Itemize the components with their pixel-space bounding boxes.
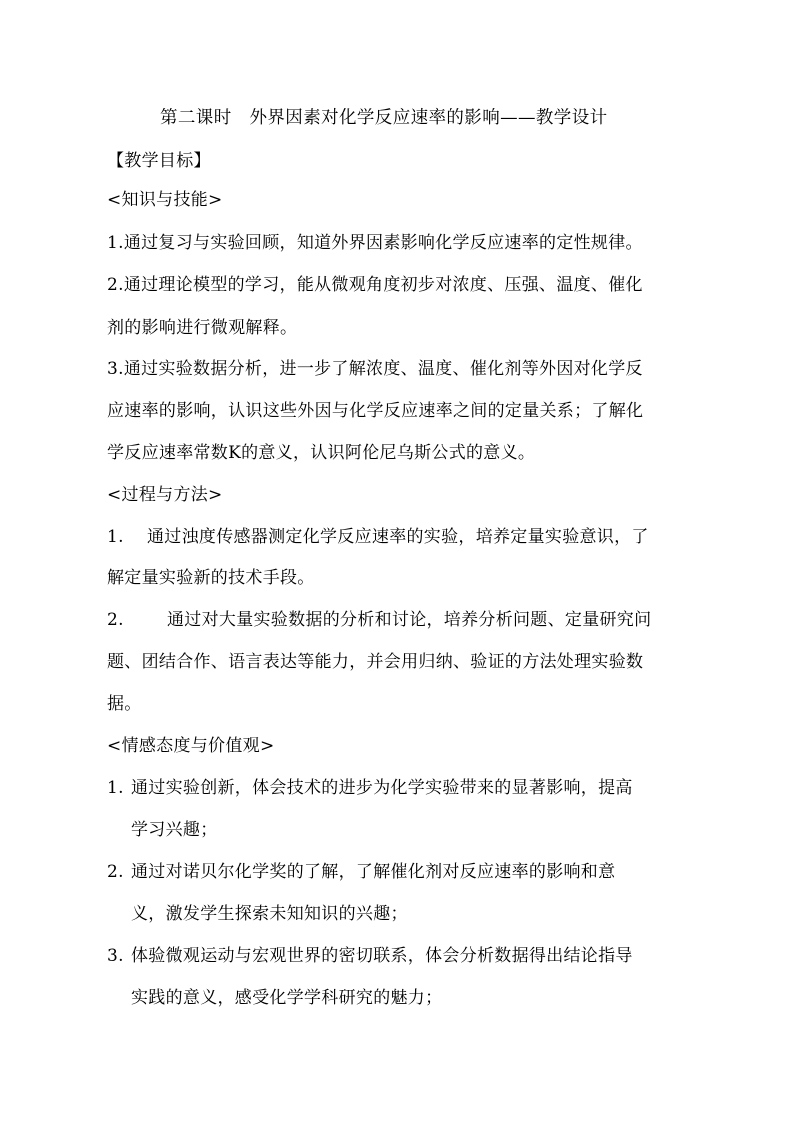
emotion-item-3 <box>107 945 633 967</box>
knowledge-item-3-cont-1: 应速率的影响，认识这些外因与化学反应速率之间的定量关系；了解化 <box>107 401 644 421</box>
process-heading: <过程与方法> <box>107 485 223 505</box>
knowledge-item-1 <box>107 232 643 254</box>
item-text: 体验微观运动与宏观世界的密切联系，体会分析数据得出结论指导 <box>131 946 633 966</box>
knowledge-item-2-cont: 剂的影响进行微观解释。 <box>107 318 298 338</box>
item-number: 2. <box>107 862 124 882</box>
document-title: 第二课时 外界因素对化学反应速率的影响——教学设计 <box>160 108 608 128</box>
item-text: 通过复习与实验回顾，知道外界因素影响化学反应速率的定性规律。 <box>123 233 643 253</box>
item-text: 通过理论模型的学习，能从微观角度初步对浓度、压强、温度、催化 <box>123 275 643 295</box>
process-item-2 <box>107 609 651 631</box>
process-item-1-cont: 解定量实验新的技术手段。 <box>107 568 315 588</box>
emotion-heading: <情感态度与价值观> <box>107 736 275 756</box>
emotion-item-1 <box>107 777 633 799</box>
item-number: 3. <box>107 359 124 379</box>
emotion-item-2 <box>107 861 615 883</box>
emotion-item-3-cont: 实践的意义，感受化学学科研究的魅力； <box>131 988 443 1008</box>
process-item-2-cont-1: 题、团结合作、语言表达等能力，并会用归纳、验证的方法处理实验数 <box>107 652 644 672</box>
knowledge-item-3-cont-2: 学反应速率常数K的意义，认识阿伦尼乌斯公式的意义。 <box>107 443 536 463</box>
item-number: 2. <box>107 275 124 295</box>
item-number: 3. <box>107 946 124 966</box>
process-item-2-cont-2: 据。 <box>107 694 142 714</box>
item-text: 通过实验创新，体会技术的进步为化学实验带来的显著影响，提高 <box>131 778 633 798</box>
knowledge-heading: <知识与技能> <box>107 190 223 210</box>
item-text: 通过浊度传感器测定化学反应速率的实验，培养定量实验意识，了 <box>147 527 649 547</box>
emotion-item-1-cont: 学习兴趣； <box>131 820 218 840</box>
process-item-1 <box>107 526 649 548</box>
knowledge-item-3 <box>107 358 643 380</box>
item-number: 1. <box>107 778 124 798</box>
section-heading: 【教学目标】 <box>107 151 211 171</box>
item-number: 2. <box>107 610 124 630</box>
emotion-item-2-cont: 义，激发学生探索未知知识的兴趣； <box>131 904 408 924</box>
item-text: 通过对大量实验数据的分析和讨论，培养分析问题、定量研究问 <box>167 610 652 630</box>
item-text: 通过实验数据分析，进一步了解浓度、温度、催化剂等外因对化学反 <box>123 359 643 379</box>
item-number: 1. <box>107 233 124 253</box>
item-text: 通过对诺贝尔化学奖的了解，了解催化剂对反应速率的影响和意 <box>131 862 616 882</box>
knowledge-item-2 <box>107 274 643 296</box>
item-number: 1. <box>107 527 124 547</box>
